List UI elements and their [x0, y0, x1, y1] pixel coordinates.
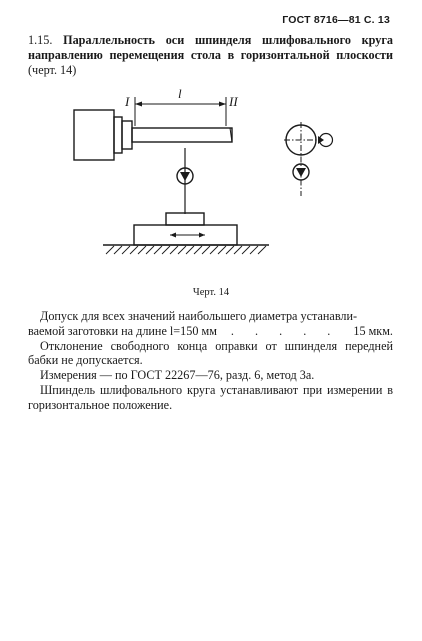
section-title-text: Параллельность оси шпинделя шлифовального круга направлению перемещения стола в горизонтальной плоскости [28, 33, 393, 62]
tolerance-value: 15 мкм. [353, 323, 393, 338]
label-position-1: I [125, 94, 130, 109]
technical-drawing [0, 0, 422, 300]
spindle-collar [122, 121, 132, 149]
label-position-2: II [229, 94, 238, 109]
figure-caption: Черт. 14 [192, 287, 230, 298]
test-mandrel [132, 128, 232, 142]
tolerance-line-2 [28, 324, 393, 339]
tolerance-length: ваемой заготовки на длине l=150 мм [28, 323, 217, 338]
label-length: l [178, 86, 182, 101]
page-header: ГОСТ 8716—81 С. 13 [282, 14, 390, 26]
tolerance-line-1: Допуск для всех значений наибольшего диаметра устанавли- [40, 309, 358, 323]
spindle-flange [114, 117, 122, 153]
paragraph-spindle: Шпиндель шлифовального круга устанавливают при измерении в горизонтальное положение. [28, 382, 393, 412]
spindle-head [74, 110, 114, 160]
body-text [28, 309, 393, 413]
figure-reference: (черт. 14) [28, 63, 77, 77]
tolerance-dots: . . . . . [230, 323, 340, 338]
indicator-stand-base [166, 213, 204, 225]
paragraph-deviation: Отклонение свободного конца оправки от шпинделя передней бабки не допускается. [28, 338, 393, 368]
paragraph-measurement: Измерения — по ГОСТ 22267—76, разд. 6, метод 3а. [40, 368, 315, 383]
section-number: 1.15. [28, 33, 53, 47]
